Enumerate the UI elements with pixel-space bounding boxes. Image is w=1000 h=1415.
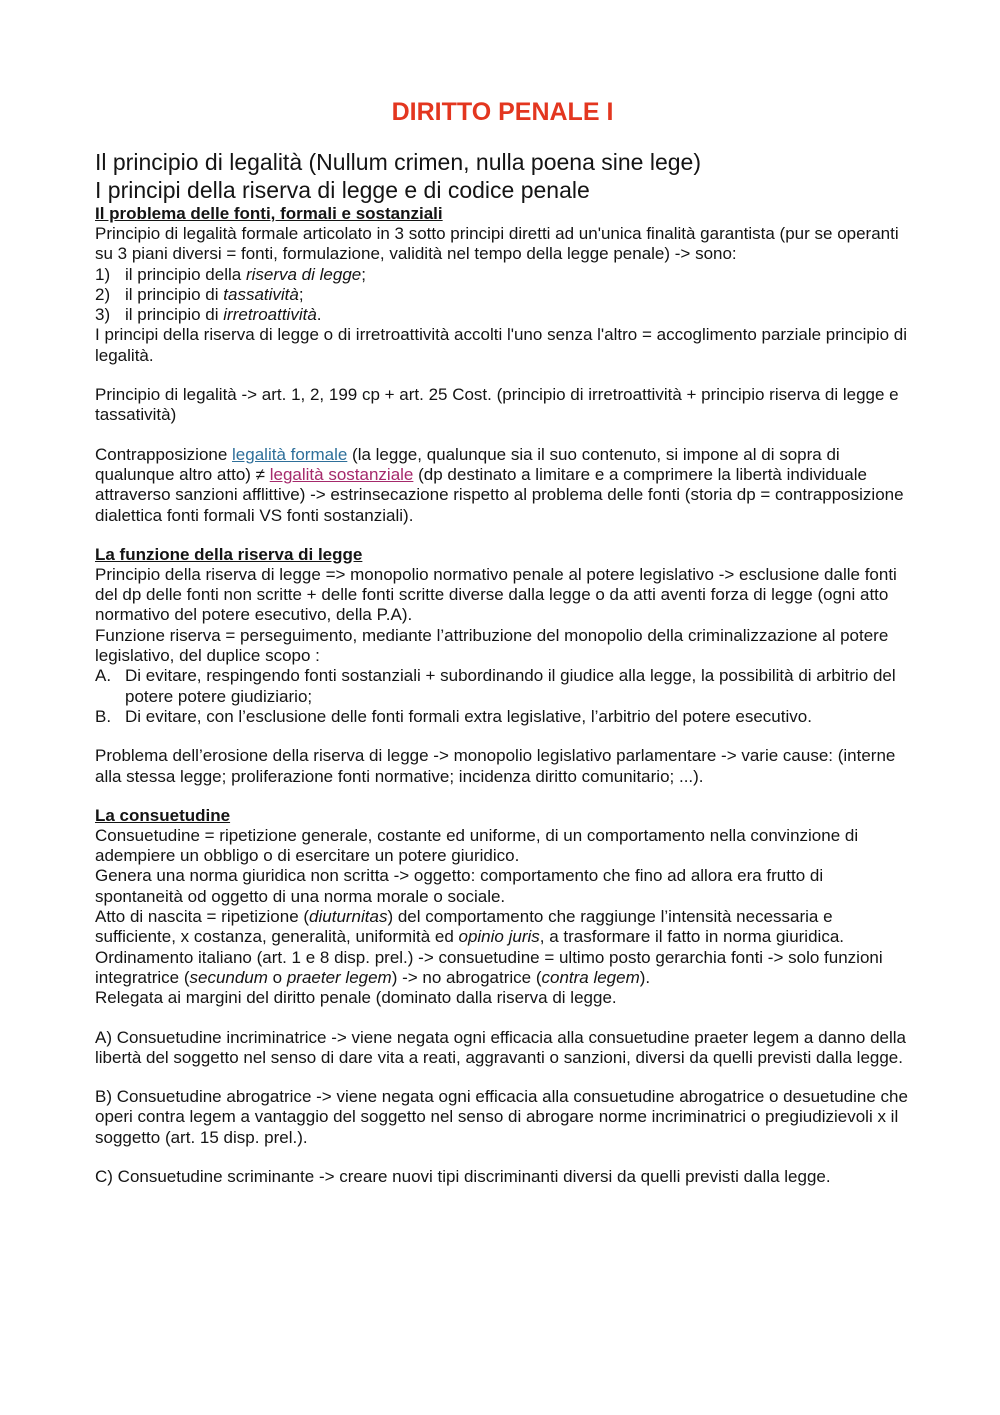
- paragraph: Contrapposizione legalità formale (la legge, qualunque sia il suo contenuto, si impone al di sopra di qualunque altro atto) ≠ legalità sostanziale (dp destinato a limitare e a comprimere la libertà individuale attraverso sanzioni afflittive) -> estrinsecazione rispetto al problema delle fonti (storia dp = contrapposizione dialettica fonti formali VS fonti sostanziali).: [95, 444, 904, 525]
- list-item: 2) il principio di tassatività;: [95, 284, 304, 304]
- section-heading: Il problema delle fonti, formali e sostanziali: [95, 204, 443, 223]
- paragraph: Principio di legalità -> art. 1, 2, 199 cp + art. 25 Cost. (principio di irretroattività + principio riserva di legge e tassatività): [95, 385, 899, 425]
- paragraph: B) Consuetudine abrogatrice -> viene negata ogni efficacia alla consuetudine abrogatrice o desuetudine che operi contra legem a vantaggio del soggetto nel senso di abrogare norme incriminatrici o pregiudizievoli x il soggetto (art. 15 disp. prel.).: [95, 1087, 908, 1147]
- section-heading: La consuetudine: [95, 805, 231, 825]
- paragraph: Relegata ai margini del diritto penale (dominato dalla riserva di legge.: [95, 988, 617, 1008]
- scope-list: [95, 666, 910, 727]
- list-item: 3) il principio di irretroattività.: [95, 305, 322, 325]
- paragraph: Consuetudine = ripetizione generale, costante ed uniforme, di un comportamento nella convinzione di adempiere un obbligo o di esercitare un potere giuridico.: [95, 825, 859, 866]
- list-marker: 1): [95, 264, 111, 284]
- link-legalita-sostanziale[interactable]: legalità sostanziale: [269, 464, 414, 484]
- paragraph: A) Consuetudine incriminatrice -> viene negata ogni efficacia alla consuetudine praeter legem a danno della libertà del soggetto nel senso di dare vita a reati, aggravanti o sanzioni, diversi da quelli previsti dalla legge.: [95, 1027, 907, 1067]
- section-heading: La funzione della riserva di legge: [95, 544, 363, 564]
- emphasis: tassatività: [223, 284, 299, 304]
- emphasis: opinio juris: [458, 927, 540, 947]
- main-heading: Il principio di legalità (Nullum crimen, nulla poena sine lege): [95, 149, 701, 175]
- emphasis: diuturnitas: [309, 907, 388, 927]
- emphasis: contra legem: [541, 967, 640, 987]
- list-item: 1) il principio della riserva di legge;: [95, 264, 366, 284]
- paragraph: Principio della riserva di legge => monopolio normativo penale al potere legislativo -> esclusione dalle fonti del dp delle fonti non scritte + delle fonti scritte diverse dalla legge o da atti aventi forza di legge (ogni atto normativo del potere esecutivo, della P.A).: [95, 564, 897, 625]
- emphasis: irretroattività: [223, 305, 317, 325]
- emphasis: secundum: [189, 967, 268, 987]
- link-legalita-formale[interactable]: legalità formale: [232, 444, 348, 464]
- list-item: A. Di evitare, respingendo fonti sostanziali + subordinando il giudice alla legge, la possibilità di arbitrio del potere potere giudiziario;: [95, 666, 896, 706]
- paragraph: Funzione riserva = perseguimento, mediante l’attribuzione del monopolio della criminalizzazione al potere legislativo, del duplice scopo :: [95, 625, 889, 666]
- paragraph: I principi della riserva di legge o di irretroattività accolti l'uno senza l'altro = accoglimento parziale principio di legalità.: [95, 325, 908, 365]
- document-title: DIRITTO PENALE I: [391, 98, 614, 126]
- emphasis: praeter legem: [286, 967, 392, 987]
- paragraph: Principio di legalità formale articolato in 3 sotto principi diretti ad un'unica finalità garantista (pur se operanti su 3 piani diversi = fonti, formulazione, validità nel tempo della legge penale) -> sono:: [95, 224, 899, 264]
- list-marker: 3): [95, 305, 111, 325]
- paragraph: C) Consuetudine scriminante -> creare nuovi tipi discriminanti diversi da quelli previsti dalla legge.: [95, 1166, 831, 1186]
- list-marker: 2): [95, 284, 111, 304]
- list-marker: B.: [95, 706, 112, 726]
- paragraph: Atto di nascita = ripetizione (diuturnitas) del comportamento che raggiunge l’intensità necessaria e sufficiente, x costanza, generalità, uniformità ed opinio juris, a trasformare il fatto in norma giuridica.: [95, 907, 844, 947]
- section-fonti: [95, 204, 910, 526]
- paragraph: Genera una norma giuridica non scritta -> oggetto: comportamento che fino ad allora era frutto di spontaneità od oggetto di una norma morale o sociale.: [95, 866, 824, 906]
- section-riserva: [95, 545, 910, 787]
- paragraph: Problema dell’erosione della riserva di legge -> monopolio legislativo parlamentare -> varie cause: (interne alla stessa legge; proliferazione fonti normative; incidenza diritto comunitario; ...).: [95, 746, 896, 786]
- section-consuetudine: [95, 806, 910, 1187]
- list-marker: A.: [95, 666, 112, 686]
- principles-list: [95, 265, 910, 326]
- sub-heading: I principi della riserva di legge e di codice penale: [95, 177, 590, 203]
- paragraph: Ordinamento italiano (art. 1 e 8 disp. prel.) -> consuetudine = ultimo posto gerarchia fonti -> solo funzioni integratrice (secundum o praeter legem) -> no abrogatrice (contra legem).: [95, 947, 883, 987]
- emphasis: riserva di legge: [245, 264, 362, 284]
- list-item: B. Di evitare, con l’esclusione delle fonti formali extra legislative, l’arbitrio del potere esecutivo.: [95, 706, 812, 726]
